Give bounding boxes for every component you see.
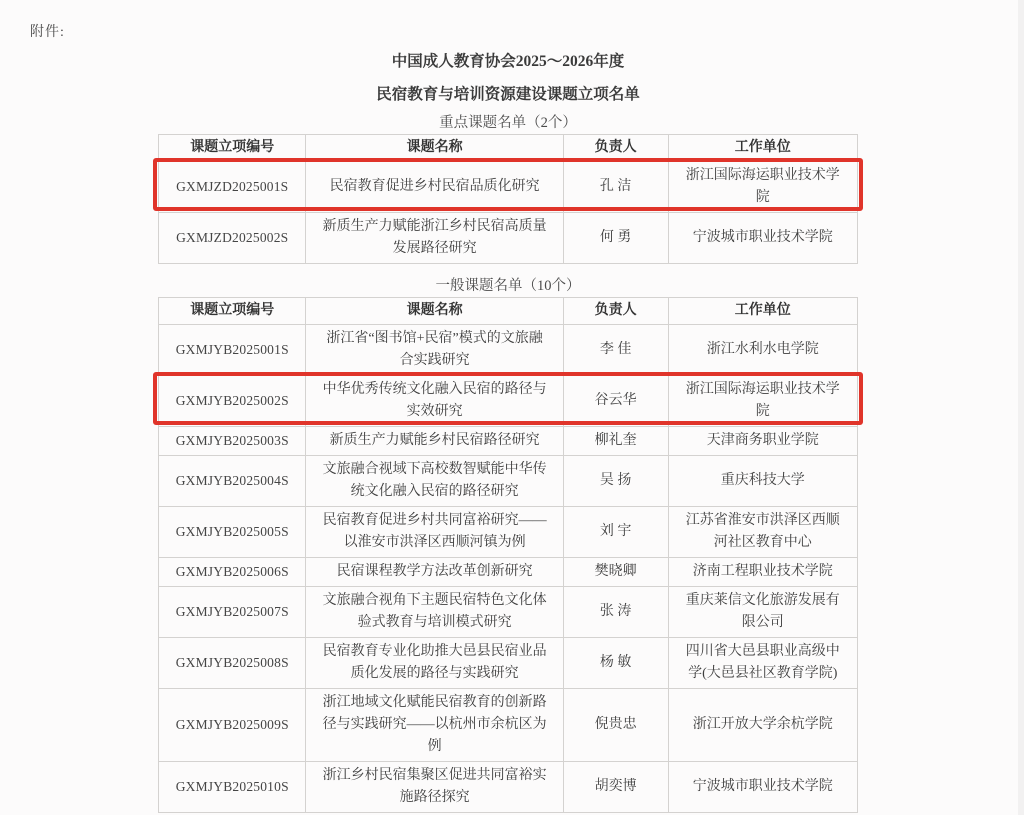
work-unit: 重庆莱信文化旅游发展有限公司 <box>668 587 857 638</box>
work-unit: 江苏省淮安市洪泽区西顺河社区教育中心 <box>668 507 857 558</box>
project-id: GXMJYB2025005S <box>159 507 306 558</box>
leader-name: 孔 洁 <box>563 162 668 213</box>
table-row <box>159 638 858 689</box>
project-title: 民宿教育促进乡村共同富裕研究——以淮安市洪泽区西顺河镇为例 <box>306 507 563 558</box>
project-id: GXMJZD2025001S <box>159 162 306 213</box>
table-row <box>159 558 858 587</box>
project-title: 中华优秀传统文化融入民宿的路径与实效研究 <box>306 376 563 427</box>
work-unit: 浙江国际海运职业技术学院 <box>668 162 857 213</box>
table-row <box>159 762 858 813</box>
project-title: 浙江乡村民宿集聚区促进共同富裕实施路径探究 <box>306 762 563 813</box>
work-unit: 浙江国际海运职业技术学院 <box>668 376 857 427</box>
work-unit: 宁波城市职业技术学院 <box>668 213 857 264</box>
leader-name: 樊晓卿 <box>563 558 668 587</box>
column-header: 课题名称 <box>306 135 563 162</box>
work-unit: 重庆科技大学 <box>668 456 857 507</box>
column-header: 工作单位 <box>668 135 857 162</box>
project-id: GXMJYB2025010S <box>159 762 306 813</box>
project-id: GXMJYB2025002S <box>159 376 306 427</box>
project-id: GXMJYB2025006S <box>159 558 306 587</box>
table-row <box>159 456 858 507</box>
column-header: 课题名称 <box>306 298 563 325</box>
leader-name: 杨 敏 <box>563 638 668 689</box>
project-id: GXMJZD2025002S <box>159 213 306 264</box>
leader-name: 张 涛 <box>563 587 668 638</box>
work-unit: 浙江水利水电学院 <box>668 325 857 376</box>
column-header: 负责人 <box>563 135 668 162</box>
project-id: GXMJYB2025003S <box>159 427 306 456</box>
project-title: 文旅融合视域下高校数智赋能中华传统文化融入民宿的路径研究 <box>306 456 563 507</box>
table-row <box>159 376 858 427</box>
table-row <box>159 427 858 456</box>
page-edge-shadow <box>1018 0 1024 815</box>
project-id: GXMJYB2025008S <box>159 638 306 689</box>
leader-name: 刘 宇 <box>563 507 668 558</box>
project-title: 民宿教育专业化助推大邑县民宿业品质化发展的路径与实践研究 <box>306 638 563 689</box>
table-row <box>159 162 858 213</box>
column-header: 负责人 <box>563 298 668 325</box>
table-row <box>159 507 858 558</box>
project-id: GXMJYB2025007S <box>159 587 306 638</box>
general-projects-table-wrap <box>158 297 858 813</box>
work-unit: 四川省大邑县职业高级中学(大邑县社区教育学院) <box>668 638 857 689</box>
table-row <box>159 213 858 264</box>
table-row <box>159 689 858 762</box>
project-title: 文旅融合视角下主题民宿特色文化体验式教育与培训模式研究 <box>306 587 563 638</box>
column-header: 工作单位 <box>668 298 857 325</box>
project-title: 新质生产力赋能乡村民宿路径研究 <box>306 427 563 456</box>
leader-name: 吴 扬 <box>563 456 668 507</box>
general-projects-table <box>158 297 858 813</box>
table-header-row <box>159 298 858 325</box>
table-header-row <box>159 135 858 162</box>
section-title-general-projects: 一般课题名单（10个） <box>435 278 581 294</box>
leader-name: 柳礼奎 <box>563 427 668 456</box>
leader-name: 谷云华 <box>563 376 668 427</box>
project-title: 民宿课程教学方法改革创新研究 <box>306 558 563 587</box>
work-unit: 宁波城市职业技术学院 <box>668 762 857 813</box>
project-id: GXMJYB2025009S <box>159 689 306 762</box>
document-title-line1: 中国成人教育协会2025～2026年度 <box>391 53 625 70</box>
leader-name: 李 佳 <box>563 325 668 376</box>
project-id: GXMJYB2025001S <box>159 325 306 376</box>
document-title-line2: 民宿教育与培训资源建设课题立项名单 <box>376 86 640 103</box>
project-title: 新质生产力赋能浙江乡村民宿高质量发展路径研究 <box>306 213 563 264</box>
work-unit: 浙江开放大学余杭学院 <box>668 689 857 762</box>
column-header: 课题立项编号 <box>159 298 306 325</box>
leader-name: 胡奕博 <box>563 762 668 813</box>
key-projects-table <box>158 134 858 264</box>
work-unit: 济南工程职业技术学院 <box>668 558 857 587</box>
leader-name: 何 勇 <box>563 213 668 264</box>
table-row <box>159 325 858 376</box>
attachment-label: 附件: <box>30 25 65 40</box>
key-projects-table-wrap <box>158 134 858 264</box>
table-row <box>159 587 858 638</box>
project-title: 民宿教育促进乡村民宿品质化研究 <box>306 162 563 213</box>
section-title-key-projects: 重点课题名单（2个） <box>439 115 577 131</box>
leader-name: 倪贵忠 <box>563 689 668 762</box>
project-title: 浙江省“图书馆+民宿”模式的文旅融合实践研究 <box>306 325 563 376</box>
document-body <box>158 53 858 813</box>
project-title: 浙江地域文化赋能民宿教育的创新路径与实践研究——以杭州市余杭区为例 <box>306 689 563 762</box>
column-header: 课题立项编号 <box>159 135 306 162</box>
work-unit: 天津商务职业学院 <box>668 427 857 456</box>
project-id: GXMJYB2025004S <box>159 456 306 507</box>
